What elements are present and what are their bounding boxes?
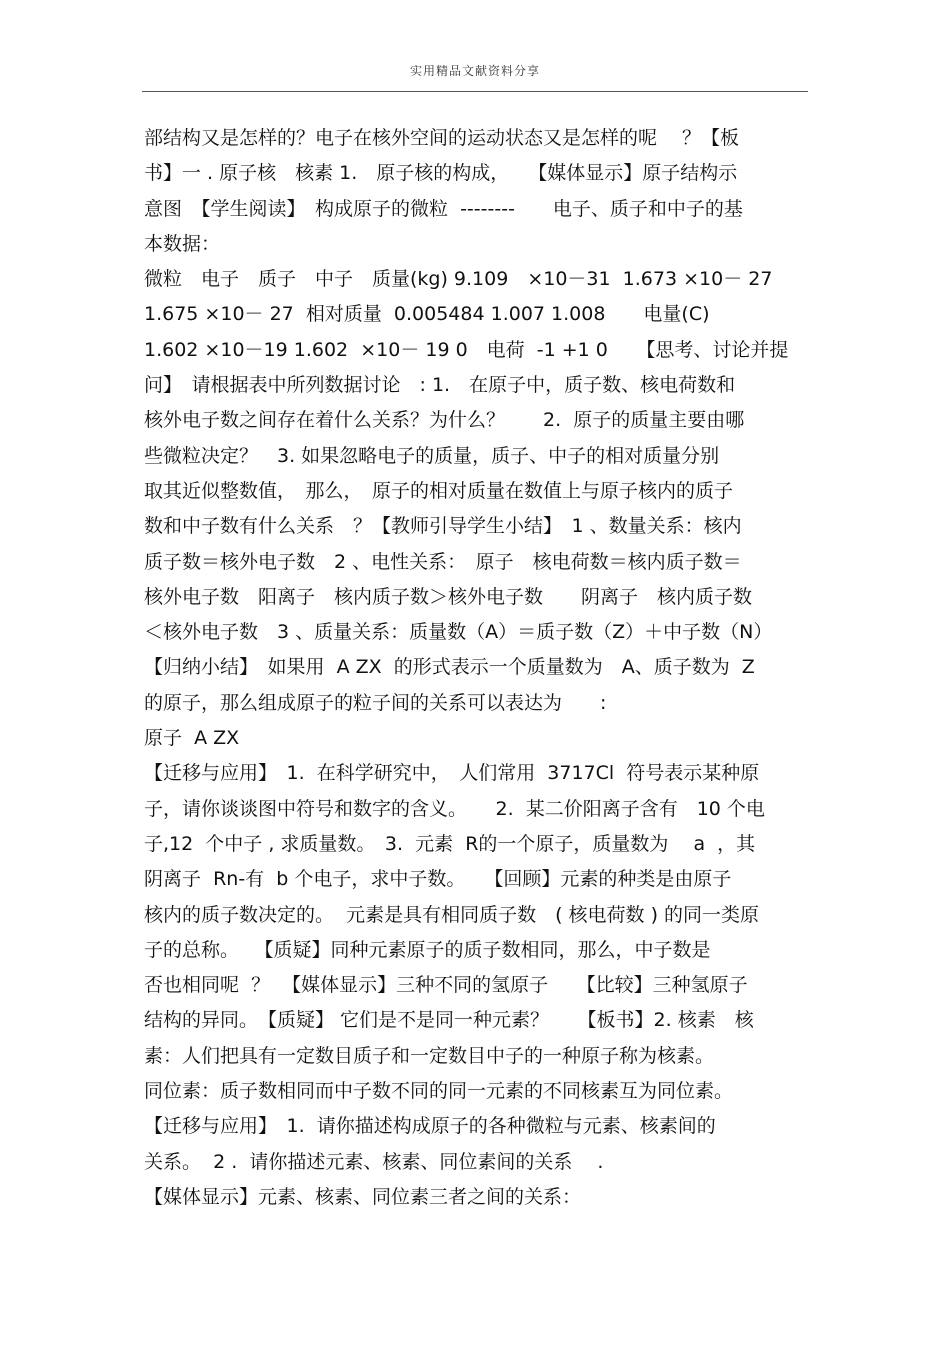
text-line: 核外电子数之间存在着什么关系？为什么？ 2. 原子的质量主要由哪: [144, 409, 745, 432]
header-divider: [142, 91, 808, 92]
document-body: [144, 121, 814, 1215]
text-line: 数和中子数有什么关系 ？【教师引导学生小结】 1 、数量关系：核内: [144, 515, 742, 538]
text-line: 素：人们把具有一定数目质子和一定数目中子的一种原子称为核素。: [144, 1044, 715, 1067]
text-line: 【迁移与应用】 1. 请你描述构成原子的各种微粒与元素、核素间的: [144, 1115, 716, 1138]
text-line: 微粒 电子 质子 中子 质量(kg) 9.109 ×10－31 1.673 ×10－ 27: [144, 268, 773, 291]
text-line: 阴离子 Rn-有 b 个电子，求中子数。 【回顾】元素的种类是由原子: [144, 868, 732, 891]
text-line: 否也相同呢 ？ 【媒体显示】三种不同的氢原子 【比较】三种氢原子: [144, 974, 748, 997]
text-line: 质子数＝核外电子数 2 、电性关系： 原子 核电荷数＝核内质子数＝: [144, 550, 742, 573]
text-line: 的原子，那么组成原子的粒子间的关系可以表达为 :: [144, 691, 607, 714]
text-line: 些微粒决定？ 3. 如果忽略电子的质量，质子、中子的相对质量分别: [144, 444, 720, 467]
text-line: 1.675 ×10－ 27 相对质量 0.005484 1.007 1.008 电量(C): [144, 303, 710, 326]
text-line: 原子 A ZX: [144, 727, 240, 750]
text-line: 取其近似整数值， 那么， 原子的相对质量在数值上与原子核内的质子: [144, 479, 734, 502]
page-header: 实用精品文献资料分享: [409, 64, 540, 78]
text-line: 关系。 2 . 请你描述元素、核素、同位素间的关系 .: [144, 1150, 604, 1173]
text-line: 子，请你谈谈图中符号和数字的含义。 2. 某二价阳离子含有 10 个电: [144, 797, 765, 820]
text-line: 子的总称。 【质疑】同种元素原子的质子数相同，那么，中子数是: [144, 938, 711, 961]
text-line: 同位素：质子数相同而中子数不同的同一元素的不同核素互为同位素。: [144, 1080, 734, 1103]
text-line: 部结构又是怎样的？电子在核外空间的运动状态又是怎样的呢 ？【板: [144, 127, 740, 149]
text-line: 1.602 ×10－19 1.602 ×10－ 19 0 电荷 -1 +1 0 【思考、讨论并提: [144, 338, 789, 361]
text-line: 核内的质子数决定的。 元素是具有相同质子数 ( 核电荷数 ) 的同一类原: [144, 903, 760, 926]
text-line: 核外电子数 阳离子 核内质子数＞核外电子数 阴离子 核内质子数: [144, 585, 753, 608]
text-line: ＜核外电子数 3 、质量关系：质量数（A）＝质子数（Z）＋中子数（N）: [144, 621, 773, 644]
text-line: 书】一 . 原子核 核素 1. 原子核的构成， 【媒体显示】原子结构示: [144, 162, 738, 185]
text-line: 本数据：: [144, 232, 221, 255]
text-line: 【媒体显示】元素、核素、同位素三者之间的关系：: [144, 1185, 582, 1208]
text-line: 【归纳小结】 如果用 A ZX 的形式表示一个质量数为 A、质子数为 Z: [144, 656, 755, 679]
text-line: 意图 【学生阅读】 构成原子的微粒 -------- 电子、质子和中子的基: [144, 197, 743, 220]
text-line: 子,12 个中子 , 求质量数。 3. 元素 R的一个原子，质量数为 a ，其: [144, 832, 756, 855]
text-line: 【迁移与应用】 1. 在科学研究中， 人们常用 3717Cl 符号表示某种原: [144, 762, 760, 785]
text-line: 结构的异同。 【质疑】 它们是不是同一种元素？ 【板书】2. 核素 核: [144, 1009, 754, 1032]
text-line: 问】 请根据表中所列数据讨论 : 1. 在原子中，质子数、核电荷数和: [144, 374, 736, 397]
